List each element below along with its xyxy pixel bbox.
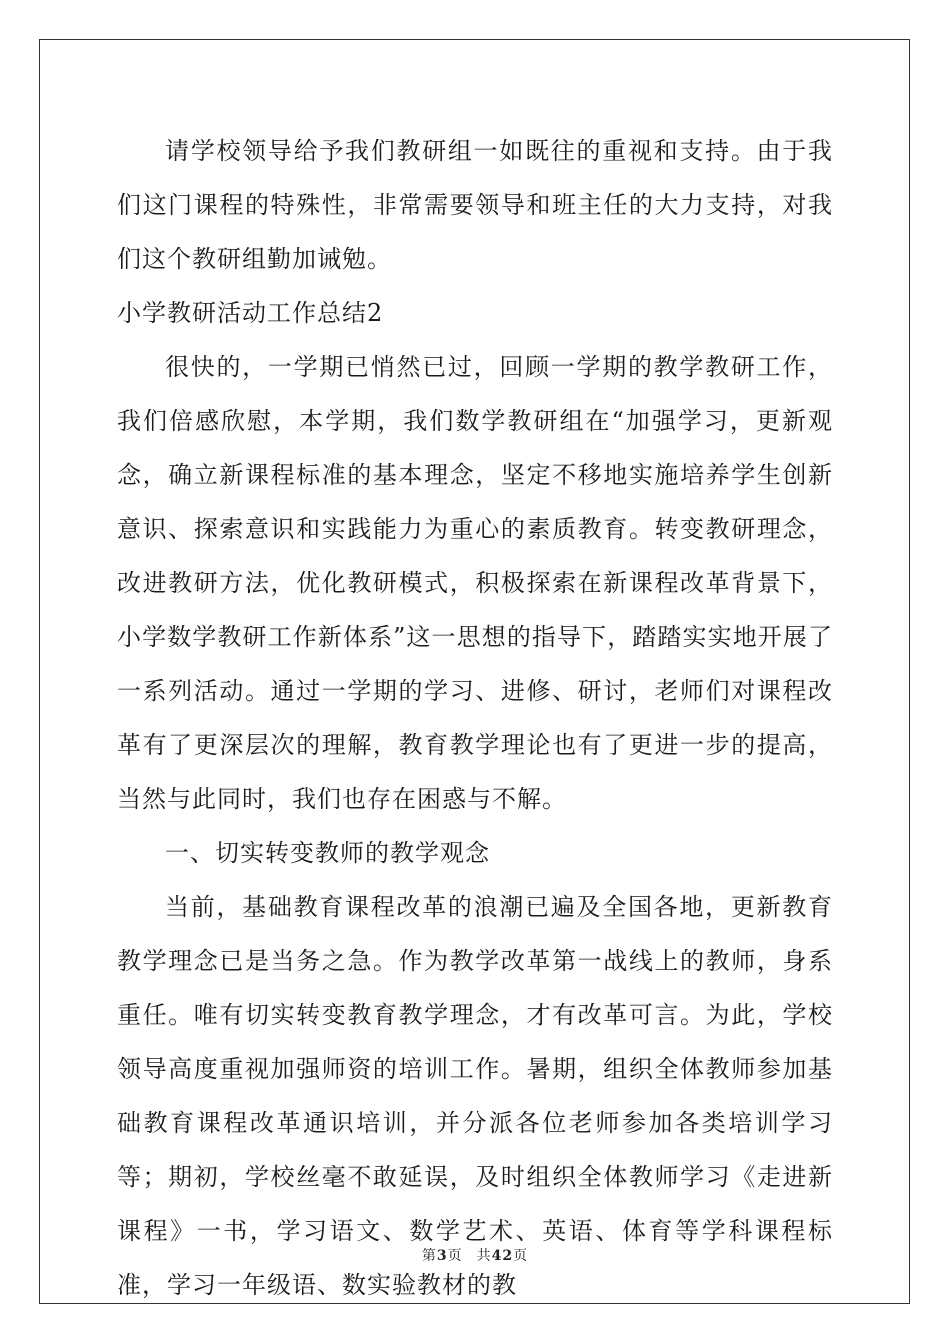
total-pages: 42 <box>491 1248 514 1264</box>
section-title: 小学教研活动工作总结2 <box>117 299 384 327</box>
document-body <box>117 124 833 1312</box>
subheading-change-concepts: 一、切实转变教师的教学观念 <box>165 839 490 867</box>
page-prefix: 第 <box>421 1248 437 1264</box>
total-prefix: 共 <box>476 1248 492 1264</box>
paragraph-semester-review: 很快的，一学期已悄然已过，回顾一学期的教学教研工作，我们倍感欣慰，本学期，我们数学教研组在“加强学习，更新观念，确立新课程标准的基本理念，坚定不移地实施培养学生创新意识、探索意识和实践能力为重心的素质教育。转变教研理念，改进教研方法，优化教研模式，积极探索在新课程改革背景下，小学数学教研工作新体系”这一思想的指导下，踏踏实实地开展了一系列活动。通过一学期的学习、进修、研讨，老师们对课程改革有了更深层次的理解，教育教学理论也有了更进一步的提高，当然与此同时，我们也存在困惑与不解。 <box>117 353 833 813</box>
page-suffix: 页 <box>447 1248 463 1264</box>
paragraph-curriculum-reform: 当前，基础教育课程改革的浪潮已遍及全国各地，更新教育教学理念已是当务之急。作为教学改革第一战线上的教师，身系重任。唯有切实转变教育教学理念，才有改革可言。为此，学校领导高度重视加强师资的培训工作。暑期，组织全体教师参加基础教育课程改革通识培训，并分派各位老师参加各类培训学习等；期初，学校丝毫不敢延误，及时组织全体教师学习《走进新课程》一书，学习语文、数学艺术、英语、体育等学科课程标准，学习一年级语、数实验教材的教 <box>117 893 833 1299</box>
paragraph-support-request: 请学校领导给予我们教研组一如既往的重视和支持。由于我们这门课程的特殊性，非常需要领导和班主任的大力支持，对我们这个教研组勤加诫勉。 <box>117 137 833 273</box>
total-suffix: 页 <box>513 1248 529 1264</box>
page-footer <box>0 1245 950 1265</box>
page-number: 3 <box>436 1248 448 1264</box>
